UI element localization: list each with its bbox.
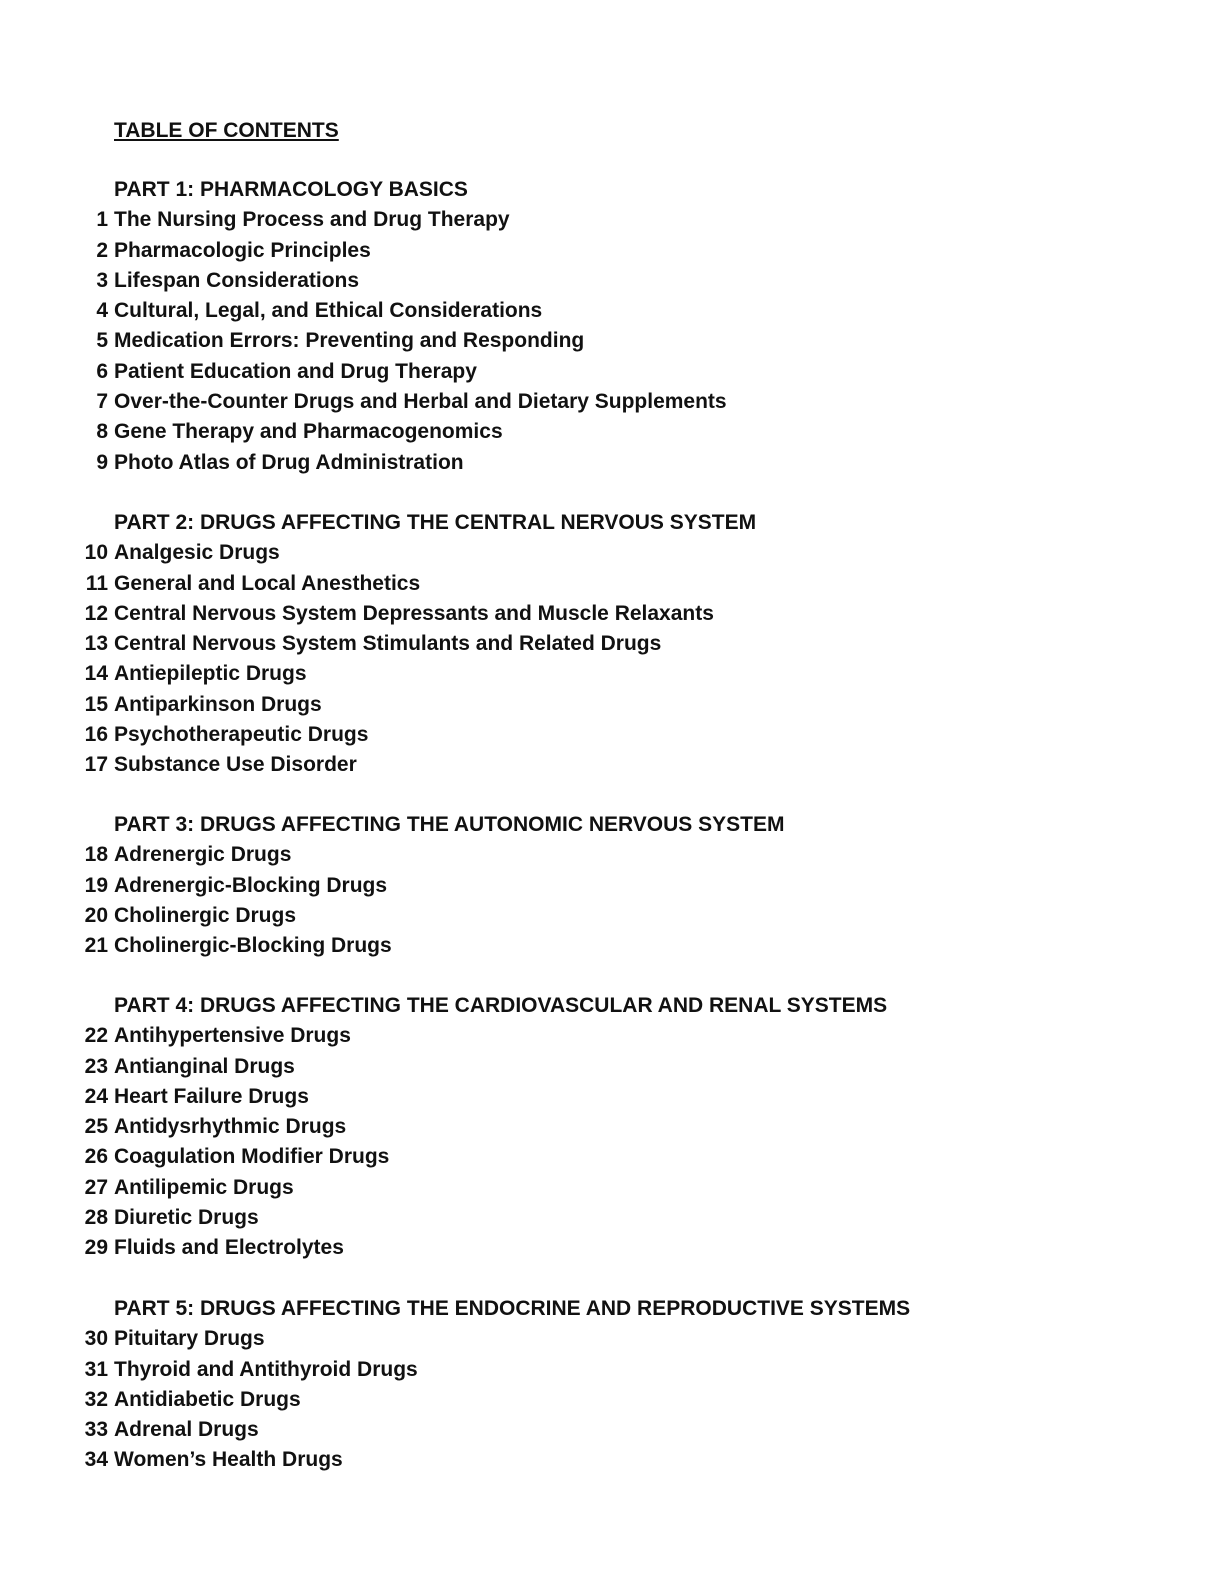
chapter-title: Antidiabetic Drugs	[114, 1387, 301, 1411]
chapter-number: 30	[84, 1327, 108, 1351]
chapter-title: Cholinergic-Blocking Drugs	[114, 934, 392, 958]
chapter-number: 5	[96, 329, 108, 353]
chapter-title: Analgesic Drugs	[114, 541, 280, 565]
chapter-title: Adrenergic Drugs	[114, 843, 292, 867]
chapter-title: Heart Failure Drugs	[114, 1084, 309, 1108]
chapter-title: Antihypertensive Drugs	[114, 1024, 351, 1048]
chapter-number: 3	[96, 268, 108, 292]
chapter-title: Antilipemic Drugs	[114, 1175, 294, 1199]
chapter-number: 33	[84, 1418, 108, 1442]
chapter-title: Gene Therapy and Pharmacogenomics	[114, 420, 503, 444]
chapter-title: Antiparkinson Drugs	[114, 692, 322, 716]
part-heading: PART 3: DRUGS AFFECTING THE AUTONOMIC NERVOUS SYSTEM	[114, 813, 785, 836]
chapter-number: 4	[96, 299, 108, 323]
chapter-number: 32	[84, 1387, 108, 1411]
chapter-number: 23	[84, 1054, 108, 1078]
chapter-number: 24	[84, 1084, 108, 1108]
chapter-title: Adrenal Drugs	[114, 1418, 259, 1442]
chapter-title: Adrenergic-Blocking Drugs	[114, 873, 388, 897]
toc-title: TABLE OF CONTENTS	[114, 119, 339, 142]
chapter-title: Fluids and Electrolytes	[114, 1236, 344, 1260]
chapter-title: Central Nervous System Stimulants and Related Drugs	[114, 632, 662, 656]
chapter-number: 31	[84, 1357, 108, 1381]
chapter-title: Pharmacologic Principles	[114, 238, 371, 262]
chapter-number: 18	[84, 843, 108, 867]
chapter-number: 14	[84, 662, 108, 686]
chapter-title: Antiepileptic Drugs	[114, 662, 307, 686]
chapter-number: 20	[84, 903, 108, 927]
chapter-title: The Nursing Process and Drug Therapy	[114, 208, 510, 232]
chapter-number: 34	[84, 1448, 108, 1472]
chapter-number: 16	[84, 723, 108, 747]
chapter-title: Diuretic Drugs	[114, 1206, 259, 1230]
part-heading: PART 5: DRUGS AFFECTING THE ENDOCRINE AND REPRODUCTIVE SYSTEMS	[114, 1297, 911, 1320]
chapter-title: Pituitary Drugs	[114, 1327, 265, 1351]
chapter-title: Coagulation Modifier Drugs	[114, 1145, 390, 1169]
chapter-title: Lifespan Considerations	[114, 268, 360, 292]
chapter-number: 6	[96, 359, 108, 383]
chapter-number: 29	[84, 1236, 108, 1260]
chapter-number: 27	[84, 1175, 108, 1199]
part-heading: PART 4: DRUGS AFFECTING THE CARDIOVASCULAR AND RENAL SYSTEMS	[114, 994, 888, 1017]
chapter-title: Cultural, Legal, and Ethical Considerations	[114, 299, 543, 323]
chapter-title: Central Nervous System Depressants and Muscle Relaxants	[114, 601, 714, 625]
chapter-number: 15	[84, 692, 108, 716]
chapter-number: 13	[84, 632, 108, 656]
chapter-number: 21	[84, 934, 108, 958]
chapter-title: Antidysrhythmic Drugs	[114, 1115, 347, 1139]
chapter-number: 7	[96, 390, 108, 414]
part-heading: PART 1: PHARMACOLOGY BASICS	[114, 178, 468, 201]
chapter-number: 22	[84, 1024, 108, 1048]
chapter-number: 12	[84, 601, 108, 625]
chapter-number: 9	[96, 450, 108, 474]
chapter-title: Medication Errors: Preventing and Responding	[114, 329, 585, 353]
chapter-number: 8	[96, 420, 108, 444]
chapter-number: 17	[84, 753, 108, 777]
chapter-number: 2	[96, 238, 108, 262]
part-heading: PART 2: DRUGS AFFECTING THE CENTRAL NERVOUS SYSTEM	[114, 511, 757, 534]
chapter-number: 25	[84, 1115, 108, 1139]
chapter-title: Over-the-Counter Drugs and Herbal and Dietary Supplements	[114, 390, 727, 414]
chapter-title: General and Local Anesthetics	[114, 571, 421, 595]
chapter-title: Photo Atlas of Drug Administration	[114, 450, 464, 474]
chapter-number: 10	[84, 541, 108, 565]
chapter-title: Psychotherapeutic Drugs	[114, 723, 369, 747]
chapter-number: 19	[84, 873, 108, 897]
chapter-number: 11	[85, 571, 108, 595]
chapter-number: 28	[84, 1206, 108, 1230]
chapter-title: Thyroid and Antithyroid Drugs	[114, 1357, 418, 1381]
chapter-title: Women’s Health Drugs	[114, 1448, 343, 1472]
chapter-title: Substance Use Disorder	[114, 753, 357, 777]
chapter-title: Patient Education and Drug Therapy	[114, 359, 477, 383]
chapter-title: Cholinergic Drugs	[114, 903, 297, 927]
chapter-title: Antianginal Drugs	[114, 1054, 295, 1078]
chapter-number: 1	[96, 208, 108, 232]
chapter-number: 26	[84, 1145, 108, 1169]
